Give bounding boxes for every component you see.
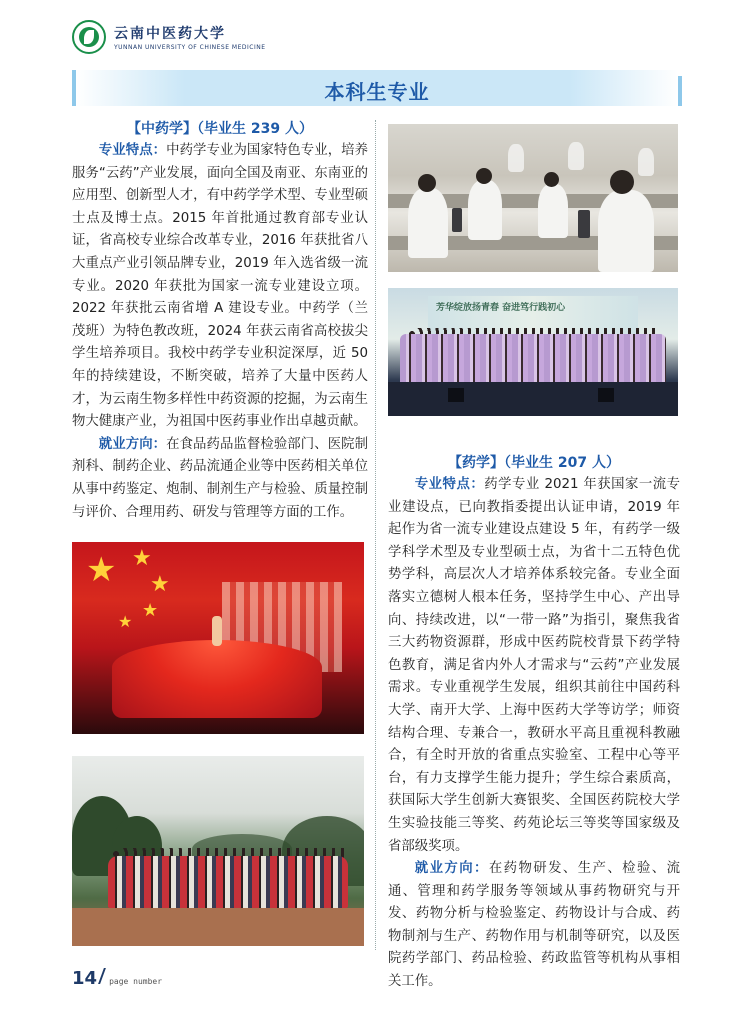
emblem-icon — [72, 20, 106, 54]
career-paragraph — [388, 858, 680, 994]
career-label: 就业方向： — [414, 861, 489, 877]
section-pharmacy — [388, 452, 680, 994]
section-heading: 【药学】（毕业生 207 人） — [448, 455, 620, 471]
section-heading: 【中药学】（毕业生 239 人） — [127, 121, 313, 137]
logo-english-name: YUNNAN UNIVERSITY OF CHINESE MEDICINE — [114, 44, 266, 51]
feature-text: 中药学专业为国家特色专业，培养服务“云药”产业发展，面向全国及南亚、东南亚的应用型、创新型人才，有中药学学术型、专业型硕士点及博士点。2015 年首批通过教育部专业认证，省高校专业综合改革专业，2016 年获批省八大重点产业引领品牌专业，2019 年入选省级一流专业。2020 年获批为国家一流专业建设立项。2022 年获批云南省增 A 建设专业。中药学（兰茂班）为特色教改班，2024 年获云南省高校拔尖学生培养项目。我校中药学专业积淀深厚，近 50 年的持续建设，不断突破，培养了大量中医药人才，为云南生物多样性中药资源的挖掘，为云南生物大健康产业，为祖国中医药事业作出卓越贡献。 — [72, 143, 369, 430]
slash-divider — [98, 968, 106, 984]
feature-label: 专业特点： — [414, 477, 485, 492]
career-paragraph — [72, 434, 368, 524]
page-footer — [72, 968, 162, 989]
university-logo — [72, 20, 266, 54]
page-title-band — [72, 70, 678, 106]
lab-photo — [388, 124, 678, 272]
career-label: 就业方向： — [98, 436, 167, 452]
field-trip-photo — [72, 756, 364, 946]
feature-text: 药学专业 2021 年获国家一流专业建设点，已向教指委提出认证申请，2019 年起作为省一流专业建设点建设 5 年，有药学一级学科学术型及专业型硕士点，为省十二五特色优势学科，高层次人才培养体系较完备。专业全面落实立德树人根本任务，坚持学生中心、产出导向、持续改进，以“一带一路”为指引，聚焦我省三大药物资源群，形成中医药院校背景下药学特色教育，满足省内外人才需求与“云药”产业发展需求。专业重视学生发展，组织其前往中国药科大学、南开大学、上海中医药大学等访学；师资结构合理、专兼合一，教研水平高且重视科教融合，有全时开放的省重点实验室、工程中心等平台，有力支撑学生能力提升；学生综合素质高，获国际大学生创新大赛银奖、全国医药院校大学生实验技能三等奖、药苑论坛三等奖等国家级及省部级奖项。 — [388, 477, 681, 854]
banner-text: 芳华绽放扬青春 奋进笃行践初心 — [436, 303, 566, 313]
section-chinese-pharmacy — [72, 118, 368, 524]
page-number-label: page number — [109, 977, 163, 986]
column-divider — [375, 120, 377, 950]
feature-paragraph — [388, 474, 680, 858]
group-photo-stage — [388, 288, 678, 416]
feature-label: 专业特点： — [98, 143, 167, 158]
logo-chinese-name: 云南中医药大学 — [114, 26, 226, 42]
page-title: 本科生专业 — [324, 80, 430, 104]
performance-photo: ★ ★ ★ ★ ★ — [72, 542, 364, 734]
feature-paragraph — [72, 140, 368, 434]
career-text: 在食品药品监督检验部门、医院制剂科、制药企业、药品流通企业等中医药相关单位从事中药鉴定、炮制、制剂生产与检验、质量控制与评价、合理用药、研发与管理等方面的工作。 — [72, 436, 369, 520]
page-number: 14 — [72, 968, 98, 989]
career-text: 在药物研发、生产、检验、流通、管理和药学服务等领域从事药物研究与开发、药物分析与检验鉴定、药物设计与合成、药物制剂与生产、药物作用与机制等研究，以及医院药学部门、药品检验、药政监管等机构从事相关工作。 — [388, 861, 680, 990]
